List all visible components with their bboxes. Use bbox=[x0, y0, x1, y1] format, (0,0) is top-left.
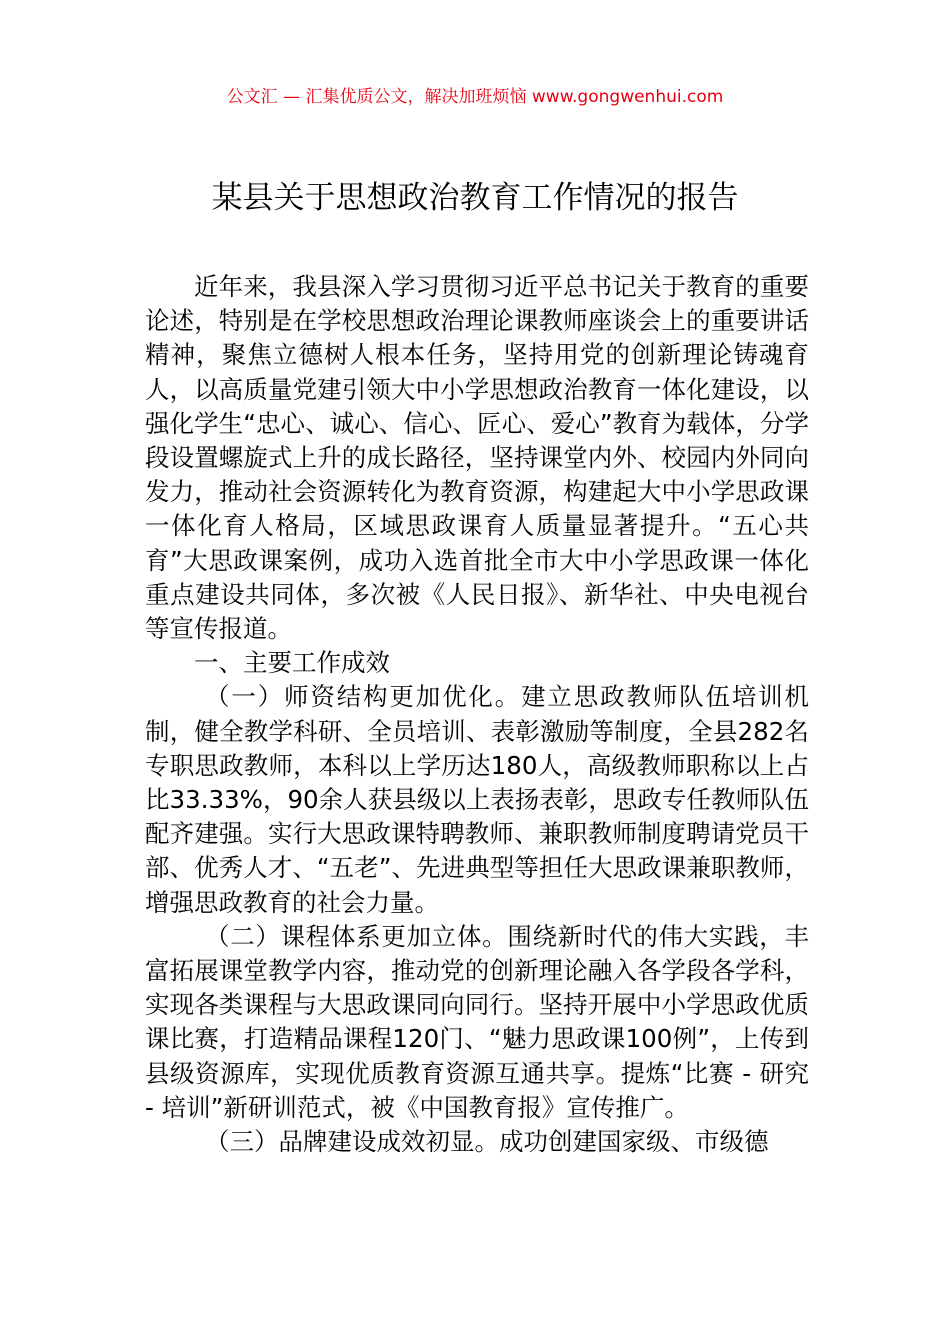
subsection-paragraph: （一）师资结构更加优化。建立思政教师队伍培训机制，健全教学科研、全员培训、表彰激励等制度，全县282名专职思政教师，本科以上学历达180人，高级教师职称以上占比33.33%，90余人获县级以上表扬表彰，思政专任教师队伍配齐建强。实行大思政课特聘教师、兼职教师制度聘请党员干部、优秀人才、“五老”、先进典型等担任大思政课兼职教师，增强思政教育的社会力量。 bbox=[145, 682, 809, 917]
document-body bbox=[145, 270, 809, 1159]
site-banner: 公文汇 — 汇集优质公文，解决加班烦恼 www.gongwenhui.com bbox=[226, 87, 724, 107]
document-title: 某县关于思想政治教育工作情况的报告 bbox=[211, 180, 739, 216]
subsection-paragraph: （二）课程体系更加立体。围绕新时代的伟大实践，丰富拓展课堂教学内容，推动党的创新理论融入各学段各学科，实现各类课程与大思政课同向同行。坚持开展中小学思政优质课比赛，打造精品课程120门、“魅力思政课100例”，上传到县级资源库，实现优质教育资源互通共享。提炼“比赛 - 研究 - 培训”新研训范式，被《中国教育报》宣传推广。 bbox=[145, 921, 809, 1122]
subsection-paragraph: （三）品牌建设成效初显。成功创建国家级、市级德 bbox=[205, 1127, 769, 1157]
section-heading: 一、主要工作成效 bbox=[194, 648, 390, 678]
intro-paragraph: 近年来，我县深入学习贯彻习近平总书记关于教育的重要论述，特别是在学校思想政治理论课教师座谈会上的重要讲话精神，聚焦立德树人根本任务，坚持用党的创新理论铸魂育人，以高质量党建引领大中小学思想政治教育一体化建设，以强化学生“忠心、诚心、信心、匠心、爱心”教育为载体，分学段设置螺旋式上升的成长路径，坚持课堂内外、校园内外同向发力，推动社会资源转化为教育资源，构建起大中小学思政课一体化育人格局，区域思政课育人质量显著提升。“五心共育”大思政课案例，成功入选首批全市大中小学思政课一体化重点建设共同体，多次被《人民日报》、新华社、中央电视台等宣传报道。 bbox=[145, 272, 809, 644]
